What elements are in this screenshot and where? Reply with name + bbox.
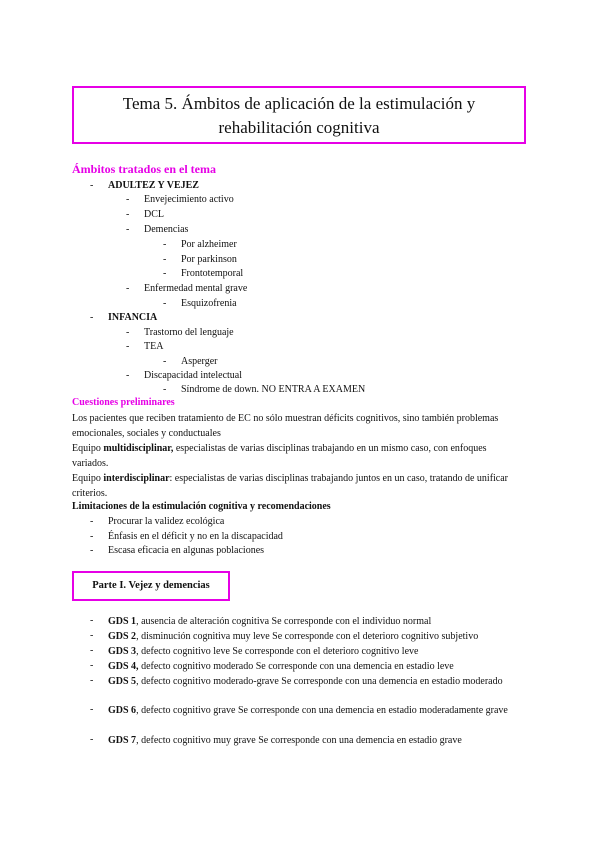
infancia-label: INFANCIA xyxy=(108,312,158,323)
ambitos-heading: Ámbitos tratados en el tema xyxy=(72,162,216,176)
gds-text: defecto cognitivo moderado Se corresponde con una demencia en estadio leve xyxy=(138,661,454,672)
limitaciones-heading: Limitaciones de la estimulación cognitiva y recomendaciones xyxy=(72,501,331,512)
list-item: Por parkinson xyxy=(181,254,237,265)
dash: - xyxy=(126,209,130,220)
gds-item xyxy=(108,615,528,629)
list-item: Por alzheimer xyxy=(181,239,237,250)
gds-code: GDS 2 xyxy=(108,631,137,642)
dash: - xyxy=(90,180,94,191)
dash: - xyxy=(90,660,94,671)
dash: - xyxy=(90,615,94,626)
dash: - xyxy=(90,312,94,323)
part1-box: Parte I. Vejez y demencias xyxy=(72,571,230,601)
multidisciplinar-paragraph xyxy=(72,441,524,471)
list-item: Procurar la validez ecológica xyxy=(108,516,225,527)
multi-text: especialistas de varias disciplinas trabajando en un mismo caso, con enfoques variados. xyxy=(72,443,487,469)
list-item: Discapacidad intelectual xyxy=(144,370,243,381)
dash: - xyxy=(126,341,130,352)
cuestiones-heading: Cuestiones preliminares xyxy=(72,397,175,408)
dash: - xyxy=(90,630,94,641)
dash: - xyxy=(90,675,94,686)
dash: - xyxy=(126,224,130,235)
multi-bold: multidisciplinar, xyxy=(103,443,174,454)
inter-text: : especialistas de varias disciplinas trabajando juntos en un caso, tratando de unificar criterios. xyxy=(72,473,509,499)
gds-code: GDS 5 xyxy=(108,676,137,687)
list-item: Demencias xyxy=(144,224,189,235)
list-item: Esquizofrenia xyxy=(181,298,237,309)
gds-text: , defecto cognitivo leve Se corresponde con el deterioro cognitivo leve xyxy=(136,646,419,657)
gds-code: GDS 1 xyxy=(108,616,137,627)
gds-code: GDS 3 xyxy=(108,646,137,657)
list-item: DCL xyxy=(144,209,164,220)
gds-code: GDS 6 xyxy=(108,705,137,716)
dash: - xyxy=(126,370,130,381)
list-item: Asperger xyxy=(181,356,218,367)
dash: - xyxy=(90,734,94,745)
cuestiones-paragraph: Los pacientes que reciben tratamiento de EC no sólo muestran déficits cognitivos, sino también problemas emocionales, sociales y conductuales xyxy=(72,413,499,439)
gds-item xyxy=(108,630,528,644)
dash: - xyxy=(126,194,130,205)
dash: - xyxy=(90,531,94,542)
gds-item xyxy=(108,734,528,748)
dash: - xyxy=(163,254,167,265)
dash: - xyxy=(163,356,167,367)
dash: - xyxy=(90,516,94,527)
gds-item xyxy=(108,675,528,689)
gds-item xyxy=(108,704,528,718)
list-item: Frontotemporal xyxy=(181,268,244,279)
title-box xyxy=(72,86,526,144)
list-item: Escasa eficacia en algunas poblaciones xyxy=(108,545,265,556)
list-item: Envejecimiento activo xyxy=(144,194,234,205)
title-line-2: rehabilitación cognitiva xyxy=(218,118,380,137)
inter-bold: interdisciplinar xyxy=(103,473,170,484)
gds-code: GDS 7 xyxy=(108,735,137,746)
gds-text: , ausencia de alteración cognitiva Se corresponde con el individuo normal xyxy=(136,616,432,627)
gds-text: , defecto cognitivo moderado-grave Se corresponde con una demencia en estadio moderado xyxy=(136,676,503,687)
interdisciplinar-paragraph xyxy=(72,471,524,501)
dash: - xyxy=(163,298,167,309)
gds-text: , defecto cognitivo muy grave Se corresponde con una demencia en estadio grave xyxy=(136,735,462,746)
list-item: Trastorno del lenguaje xyxy=(144,327,234,338)
gds-text: , defecto cognitivo grave Se corresponde con una demencia en estadio moderadamente grave xyxy=(136,705,508,716)
list-item: Síndrome de down. NO ENTRA A EXAMEN xyxy=(181,384,366,395)
list-item: Énfasis en el déficit y no en la discapacidad xyxy=(108,531,283,542)
inter-label: Equipo xyxy=(72,473,101,484)
dash: - xyxy=(163,268,167,279)
gds-code: GDS 4, xyxy=(108,661,139,672)
dash: - xyxy=(90,704,94,715)
list-item: Enfermedad mental grave xyxy=(144,283,248,294)
dash: - xyxy=(90,645,94,656)
adultez-label: ADULTEZ Y VEJEZ xyxy=(108,180,199,191)
dash: - xyxy=(90,545,94,556)
multi-label: Equipo xyxy=(72,443,101,454)
title-line-1: Tema 5. Ámbitos de aplicación de la estimulación y xyxy=(122,94,476,113)
gds-item xyxy=(108,660,528,674)
dash: - xyxy=(163,239,167,250)
dash: - xyxy=(163,384,167,395)
gds-text: , disminución cognitiva muy leve Se corresponde con el deterioro cognitivo subjetivo xyxy=(136,631,479,642)
list-item: TEA xyxy=(144,341,164,352)
gds-item xyxy=(108,645,528,659)
dash: - xyxy=(126,283,130,294)
dash: - xyxy=(126,327,130,338)
